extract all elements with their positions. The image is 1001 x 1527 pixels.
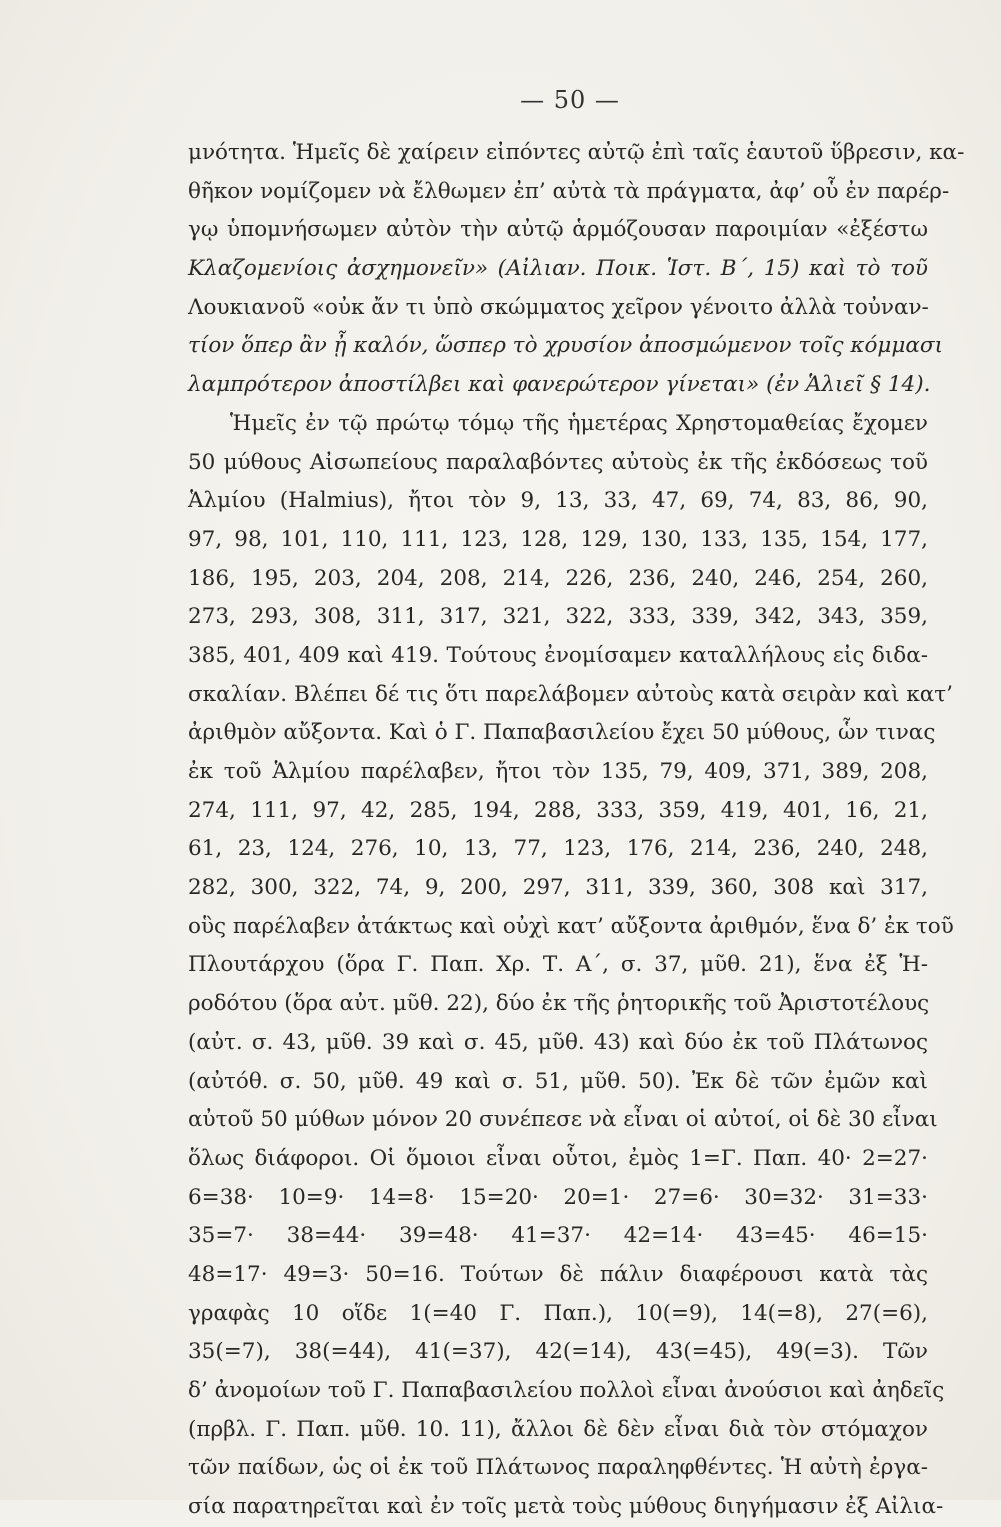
text-line: θῆκον νομίζομεν νὰ ἔλθωμεν ἐπ’ αὐτὰ τὰ πράγματα, ἀφ’ οὗ ἐν παρέρ- xyxy=(188,178,950,204)
text-line: Πλουτάρχου (ὅρα Γ. Παπ. Χρ. Τ. Α΄, σ. 37, μῦθ. 21), ἕνα ἐξ Ἡ- xyxy=(188,952,928,978)
text-line: 50 μύθους Αἰσωπείους παραλαβόντες αὐτοὺς ἐκ τῆς ἐκδόσεως τοῦ xyxy=(188,449,928,475)
text-line: μνότητα. Ἡμεῖς δὲ χαίρειν εἰπόντες αὐτῷ ἐπὶ ταῖς ἑαυτοῦ ὕβρεσιν, κα- xyxy=(188,140,965,165)
text-line: 274, 111, 97, 42, 285, 194, 288, 333, 359, 419, 401, 16, 21, xyxy=(188,797,928,823)
text-line: 61, 23, 124, 276, 10, 13, 77, 123, 176, 214, 236, 240, 248, xyxy=(188,836,928,862)
text-line: 385, 401, 409 καὶ 419. Τούτους ἐνομίσαμεν καταλλήλους εἰς διδα- xyxy=(188,642,928,668)
text-line: ἀριθμὸν αὔξοντα. Καὶ ὁ Γ. Παπαβασιλείου ἔχει 50 μύθους, ὧν τινας xyxy=(188,720,936,746)
text-line: 97, 98, 101, 110, 111, 123, 128, 129, 130, 133, 135, 154, 177, xyxy=(188,526,928,552)
text-line: σία παρατηρεῖται καὶ ἐν τοῖς μετὰ τοὺς μύθους διηγήμασιν ἐξ Αἰλια- xyxy=(188,1494,944,1520)
text-line: οὓς παρέλαβεν ἀτάκτως καὶ οὐχὶ κατ’ αὔξοντα ἀριθμόν, ἕνα δ’ ἐκ τοῦ xyxy=(188,913,954,939)
text-line: τῶν παίδων, ὡς οἱ ἐκ τοῦ Πλάτωνος παραληφθέντες. Ἡ αὐτὴ ἐργα- xyxy=(188,1455,928,1481)
text-line: 282, 300, 322, 74, 9, 200, 297, 311, 339, 360, 308 καὶ 317, xyxy=(188,875,928,901)
text-line: ἐκ τοῦ Ἁλμίου παρέλαβεν, ἤτοι τὸν 135, 79, 409, 371, 389, 208, xyxy=(188,759,928,784)
text-line: 273, 293, 308, 311, 317, 321, 322, 333, 339, 342, 343, 359, xyxy=(188,604,928,630)
text-line: Λουκιανοῦ «οὐκ ἄν τι ὑπὸ σκώμματος χεῖρον γένοιτο ἀλλὰ τοὐναν- xyxy=(188,294,929,320)
text-line: γραφὰς 10 οἵδε 1(=40 Γ. Παπ.), 10(=9), 14(=8), 27(=6), xyxy=(188,1300,928,1326)
text-line: ροδότου (ὅρα αὐτ. μῦθ. 22), δύο ἐκ τῆς ῥητορικῆς τοῦ Ἀριστοτέλους xyxy=(188,991,930,1017)
text-line-quotation: λαμπρότερον ἀποστίλβει καὶ φανερώτερον γίνεται» (ἐν Ἁλιεῖ § 14). xyxy=(188,372,931,398)
text-line-paragraph-start: Ἡμεῖς ἐν τῷ πρώτῳ τόμῳ τῆς ἡμετέρας Χρηστομαθείας ἔχομεν xyxy=(230,410,928,436)
text-line: δ’ ἀνομοίων τοῦ Γ. Παπαβασιλείου πολλοὶ εἶναι ἀνούσιοι καὶ ἀηδεῖς xyxy=(188,1378,945,1403)
text-line: Ἁλμίου (Halmius), ἤτοι τὸν 9, 13, 33, 47, 69, 74, 83, 86, 90, xyxy=(188,488,928,514)
text-line: (αὐτ. σ. 43, μῦθ. 39 καὶ σ. 45, μῦθ. 43) καὶ δύο ἐκ τοῦ Πλάτωνος xyxy=(188,1029,928,1055)
text-line: (πρβλ. Γ. Παπ. μῦθ. 10. 11), ἄλλοι δὲ δὲν εἶναι διὰ τὸν στόμαχον xyxy=(188,1416,928,1442)
text-line: 35(=7), 38(=44), 41(=37), 42(=14), 43(=45), 49(=3). Τῶν xyxy=(188,1339,928,1365)
text-line: 48=17· 49=3· 50=16. Τούτων δὲ πάλιν διαφέρουσι κατὰ τὰς xyxy=(188,1261,928,1287)
text-line: (αὐτόθ. σ. 50, μῦθ. 49 καὶ σ. 51, μῦθ. 50). Ἐκ δὲ τῶν ἐμῶν καὶ xyxy=(188,1068,928,1094)
text-line: αὐτοῦ 50 μύθων μόνον 20 συνέπεσε νὰ εἶναι οἱ αὐτοί, οἱ δὲ 30 εἶναι xyxy=(188,1107,938,1133)
text-line-quotation: Κλαζομενίοις ἀσχημονεῖν» (Αἰλιαν. Ποικ. Ἱστ. Β΄, 15) καὶ τὸ τοῦ xyxy=(188,256,928,282)
text-line: γῳ ὑπομνήσωμεν αὐτὸν τὴν αὐτῷ ἁρμόζουσαν παροιμίαν «ἐξέστω xyxy=(188,217,928,243)
text-line: 35=7· 38=44· 39=48· 41=37· 42=14· 43=45· 46=15· xyxy=(188,1223,928,1249)
text-line: 6=38· 10=9· 14=8· 15=20· 20=1· 27=6· 30=32· 31=33· xyxy=(188,1184,928,1210)
body-text xyxy=(188,134,965,1527)
text-line: ὅλως διάφοροι. Οἱ ὅμοιοι εἶναι οὗτοι, ἐμὸς 1=Γ. Παπ. 40· 2=27· xyxy=(188,1145,928,1171)
page-number: — 50 — xyxy=(520,86,620,114)
text-line: σκαλίαν. Βλέπει δέ τις ὅτι παρελάβομεν αὐτοὺς κατὰ σειρὰν καὶ κατ’ xyxy=(188,681,954,707)
text-line-quotation: τίον ὅπερ ἂν ᾖ καλόν, ὥσπερ τὸ χρυσίον ἀποσμώμενον τοῖς κόμμασι xyxy=(188,333,943,359)
text-line: 186, 195, 203, 204, 208, 214, 226, 236, 240, 246, 254, 260, xyxy=(188,565,928,591)
